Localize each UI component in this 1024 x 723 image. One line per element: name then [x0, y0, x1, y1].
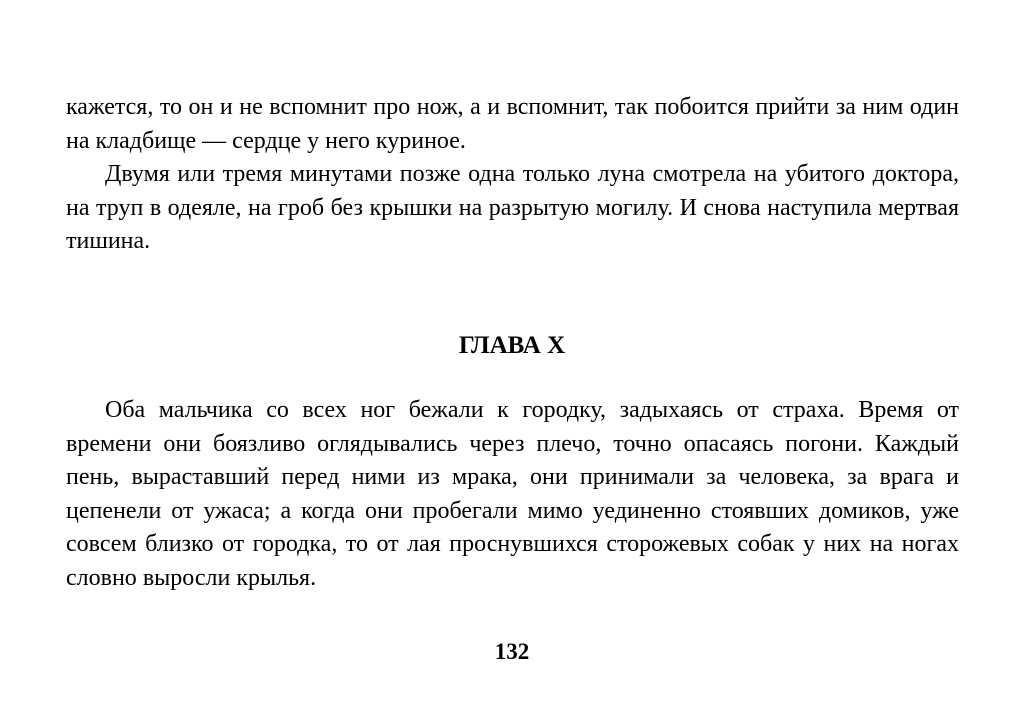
page-number: 132 — [494, 639, 530, 664]
text-line: пробегали мимо уединенно стоявших домиков, уже совсем близко от — [66, 497, 959, 558]
paragraph — [66, 158, 959, 259]
text-line: за ним один на кладбище — сердце у него куриное. — [66, 94, 960, 154]
text-line: выросли крылья. — [142, 564, 317, 591]
text-line: Оба мальчика со всех ног бежали к городку, задыхаясь от страха. — [105, 397, 845, 423]
text-line: опасаясь погони. Каждый пень, выраставший перед ними из мрака, они — [66, 430, 960, 491]
paragraph — [66, 394, 959, 596]
text-block-bottom — [66, 394, 959, 596]
text-line: Двумя или тремя минутами позже одна только луна смотрела на — [105, 161, 778, 188]
text-line: кажется, то он и не вспомнит про нож, а и вспомнит, так побоится прийти — [66, 94, 830, 120]
text-block-top — [66, 91, 959, 259]
paragraph-continuation — [66, 91, 959, 158]
text-line: могилу. И снова наступила мертвая тишина. — [66, 194, 959, 255]
text-line: Время от времени они боязливо оглядывались через плечо, точно — [66, 397, 960, 457]
text-line: убитого доктора, на труп в одеяле, на гроб без крышки на разрытую — [66, 161, 960, 221]
chapter-heading: ГЛАВА X — [458, 332, 566, 359]
text-line: принимали за человека, за врага и цепенели от ужаса; а когда они — [66, 464, 960, 524]
text-line: городка, то от лая проснувшихся сторожевых собак у них на ногах словно — [66, 531, 960, 591]
